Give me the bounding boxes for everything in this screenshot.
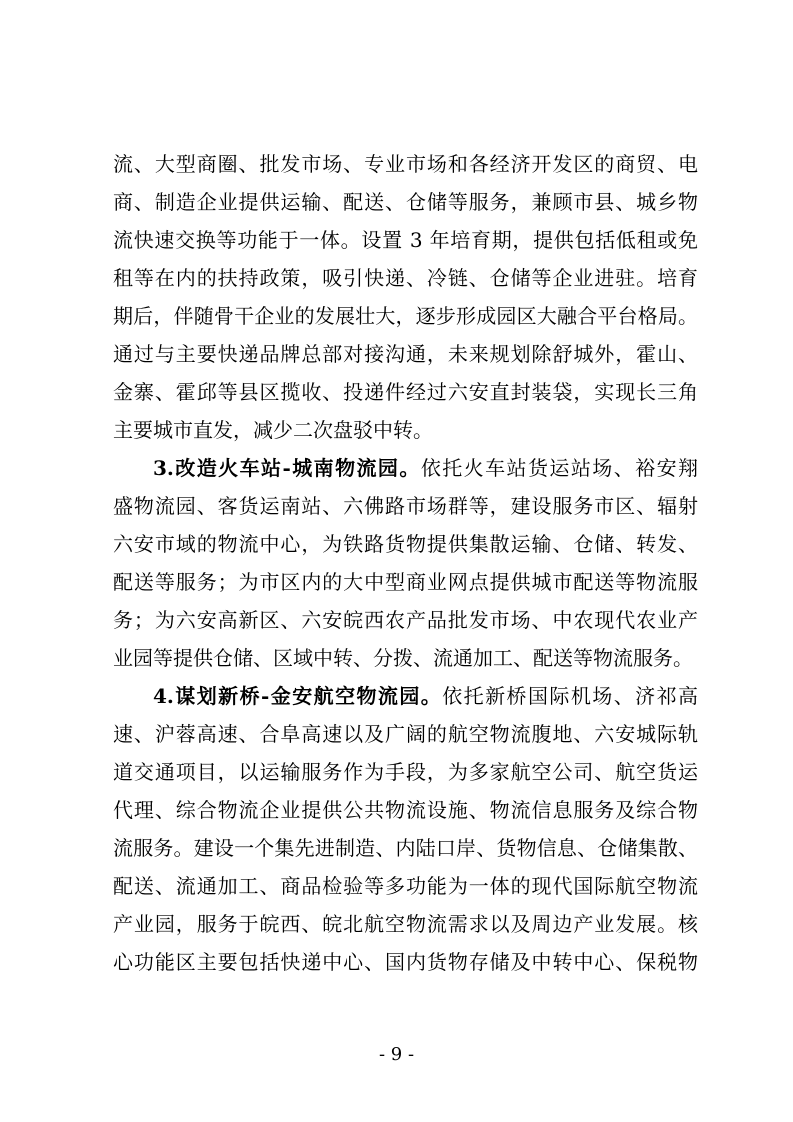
paragraph-line: 通过与主要快递品牌总部对接沟通，未来规划除舒城外，霍山、 [113, 342, 698, 366]
paragraph-line: 商、制造企业提供运输、配送、仓储等服务，兼顾市县、城乡物 [113, 190, 698, 214]
section-heading-line: 3.改造火车站-城南物流园。依托火车站货运站场、裕安翔 [153, 456, 699, 480]
paragraph-line: 租等在内的扶持政策，吸引快递、冷链、仓储等企业进驻。培育 [113, 266, 698, 290]
paragraph-line: 金寨、霍邱等县区揽收、投递件经过六安直封装袋，实现长三角 [113, 380, 698, 404]
paragraph-line: 速、沪蓉高速、合阜高速以及广阔的航空物流腹地、六安城际轨 [113, 722, 698, 746]
paragraph-line: 盛物流园、客货运南站、六佛路市场群等，建设服务市区、辐射 [113, 494, 698, 518]
section-heading: 4.谋划新桥-金安航空物流园。 [153, 684, 443, 708]
paragraph-line: 业园等提供仓储、区域中转、分拨、流通加工、配送等物流服务。 [113, 646, 693, 670]
section-heading: 3.改造火车站-城南物流园。 [153, 456, 421, 480]
paragraph-line: 心功能区主要包括快递中心、国内货物存储及中转中心、保税物 [113, 950, 698, 974]
paragraph-line: 六安市域的物流中心，为铁路货物提供集散运输、仓储、转发、 [113, 532, 698, 556]
section-heading-line: 4.谋划新桥-金安航空物流园。依托新桥国际机场、济祁高 [153, 684, 699, 708]
paragraph-line: 期后，伴随骨干企业的发展壮大，逐步形成园区大融合平台格局。 [113, 304, 698, 328]
paragraph-line: 主要城市直发，减少二次盘驳中转。 [113, 418, 433, 442]
paragraph-line: 流快速交换等功能于一体。设置 3 年培育期，提供包括低租或免 [113, 228, 698, 252]
paragraph-line: 配送等服务；为市区内的大中型商业网点提供城市配送等物流服 [113, 570, 698, 594]
paragraph-line: 流、大型商圈、批发市场、专业市场和各经济开发区的商贸、电 [113, 152, 698, 176]
paragraph-line: 配送、流通加工、商品检验等多功能为一体的现代国际航空物流 [113, 874, 698, 898]
paragraph-line: 代理、综合物流企业提供公共物流设施、物流信息服务及综合物 [113, 798, 698, 822]
paragraph-line: 务；为六安高新区、六安皖西农产品批发市场、中农现代农业产 [113, 608, 698, 632]
paragraph-line: 产业园，服务于皖西、皖北航空物流需求以及周边产业发展。核 [113, 912, 698, 936]
paragraph-line: 道交通项目，以运输服务作为手段，为多家航空公司、航空货运 [113, 760, 698, 784]
page-number: - 9 - [378, 1044, 415, 1065]
paragraph-line: 流服务。建设一个集先进制造、内陆口岸、货物信息、仓储集散、 [113, 836, 698, 860]
